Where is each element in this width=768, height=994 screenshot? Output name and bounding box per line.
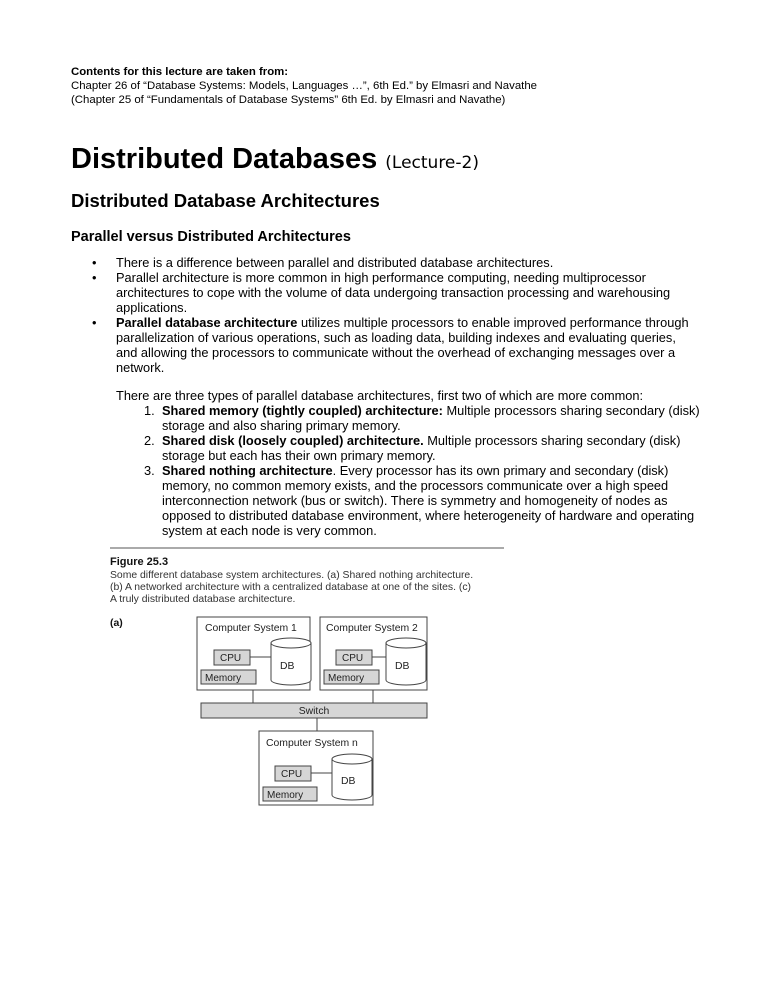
title-text: Distributed Databases bbox=[71, 143, 378, 175]
computer-system-2 bbox=[320, 617, 427, 690]
type-bold: Shared nothing architecture bbox=[162, 463, 333, 478]
panel-label: (a) bbox=[110, 618, 123, 629]
type-number: 3. bbox=[144, 463, 155, 478]
architecture-types-list bbox=[116, 403, 716, 538]
type-text: . Every processor has its own primary and secondary (disk) memory, no common memory exists, and the processors communicate over a high speed interconnection network (bus or switch). There is symmetry and homogeneity of nodes as opposed to distributed database environment, where heterogeneity of hardware and operating system at each node is very common. bbox=[162, 463, 695, 538]
type-number: 2. bbox=[144, 433, 155, 448]
bullet-item bbox=[92, 315, 692, 375]
cpu-label: CPU bbox=[220, 653, 242, 664]
page-title bbox=[71, 142, 479, 180]
source-line-1: Chapter 26 of “Database Systems: Models, Languages …”, 6th Ed.” by Elmasri and Navathe bbox=[71, 80, 537, 92]
cpu-label: CPU bbox=[342, 653, 364, 664]
db-label: DB bbox=[341, 776, 356, 787]
type-item bbox=[116, 403, 716, 433]
figure-caption-line: (b) A networked architecture with a centralized database at one of the sites. (c) bbox=[110, 582, 471, 593]
section-heading: Distributed Database Architectures bbox=[71, 190, 380, 211]
bullet-list bbox=[92, 255, 692, 375]
system-name: Computer System 2 bbox=[326, 623, 418, 634]
computer-system-n bbox=[259, 731, 373, 805]
bullet-bold: Parallel database architecture bbox=[116, 315, 298, 330]
type-item bbox=[116, 463, 716, 538]
figure-caption-line: Some different database system architectures. (a) Shared nothing architecture. bbox=[110, 570, 474, 581]
memory-label: Memory bbox=[328, 673, 365, 684]
memory-label: Memory bbox=[205, 673, 242, 684]
bullet-marker: • bbox=[92, 315, 97, 330]
figure-caption-line: A truly distributed database architecture. bbox=[110, 594, 296, 605]
cpu-label: CPU bbox=[281, 769, 303, 780]
db-label: DB bbox=[395, 661, 410, 672]
bullet-text: utilizes multiple processors to enable improved performance through parallelization of various operations, such as loading data, building indexes and evaluating queries, and allowing the processors to communicate without the overhead of exchanging messages over a network. bbox=[116, 315, 689, 375]
type-bold: Shared disk (loosely coupled) architecture. bbox=[162, 433, 424, 448]
source-line-2: (Chapter 25 of “Fundamentals of Database Systems” 6th Ed. by Elmasri and Navathe) bbox=[71, 94, 506, 106]
system-name: Computer System n bbox=[266, 738, 358, 749]
type-bold: Shared memory (tightly coupled) architecture: bbox=[162, 403, 443, 418]
type-text: Multiple processors sharing secondary (disk) storage and also sharing primary memory. bbox=[162, 403, 700, 433]
figure-label: Figure 25.3 bbox=[110, 556, 169, 568]
types-intro: There are three types of parallel database architectures, first two of which are more common: bbox=[116, 388, 644, 403]
bullet-item bbox=[92, 270, 692, 315]
type-text: Multiple processors sharing secondary (disk) storage but each has their own primary memory. bbox=[162, 433, 681, 463]
source-heading: Contents for this lecture are taken from: bbox=[71, 66, 289, 78]
title-suffix: (Lecture-2) bbox=[385, 153, 479, 173]
bullet-text: There is a difference between parallel and distributed database architectures. bbox=[116, 255, 554, 270]
bullet-text: Parallel architecture is more common in high performance computing, needing multiprocessor architectures to cope with the volume of data undergoing transaction processing and warehousing applications. bbox=[116, 270, 671, 315]
subsection-heading: Parallel versus Distributed Architectures bbox=[71, 229, 351, 245]
switch-label: Switch bbox=[298, 706, 330, 717]
bullet-marker: • bbox=[92, 270, 97, 285]
type-number: 1. bbox=[144, 403, 155, 418]
figure-25-3 bbox=[110, 545, 510, 810]
type-item bbox=[116, 433, 716, 463]
computer-system-1 bbox=[197, 617, 311, 690]
source-citation bbox=[71, 65, 537, 107]
bullet-item bbox=[92, 255, 692, 270]
memory-label: Memory bbox=[267, 790, 304, 801]
bullet-marker: • bbox=[92, 255, 97, 270]
db-label: DB bbox=[280, 661, 295, 672]
system-name: Computer System 1 bbox=[205, 623, 297, 634]
